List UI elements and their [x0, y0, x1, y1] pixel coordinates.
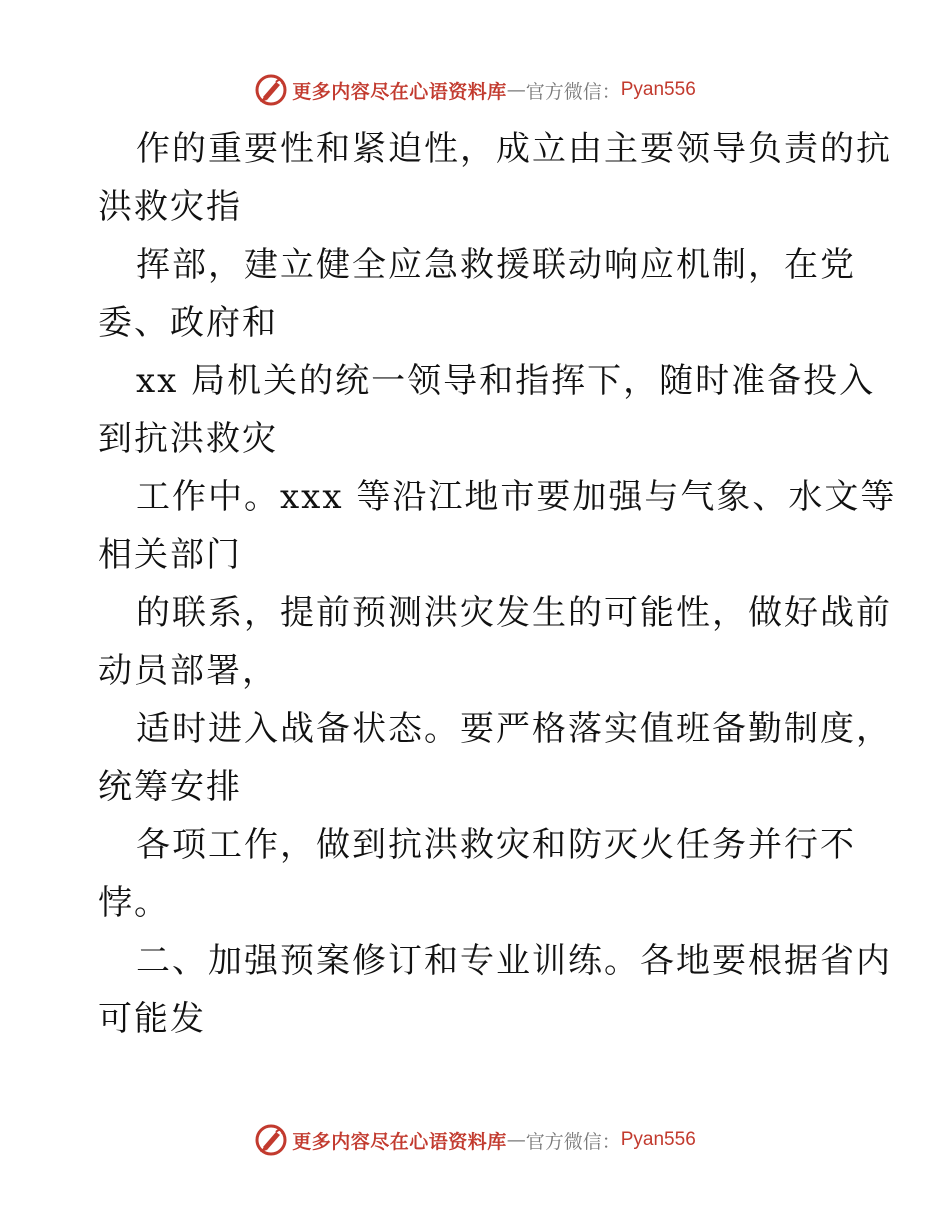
text-line-15: 二、加强预案修订和专业训练。各地要根据省内	[136, 941, 892, 981]
text-line-4: 委、政府和	[98, 303, 278, 343]
document-body	[98, 120, 897, 1048]
text-line-14: 悖。	[98, 883, 170, 923]
text-line-9: 的联系，提前预测洪灾发生的可能性，做好战前	[136, 593, 892, 633]
wechat-id: Pyan556	[620, 79, 696, 100]
text-line-7: 工作中。xxx 等沿江地市要加强与气象、水文等	[136, 477, 897, 517]
header-banner	[0, 70, 950, 110]
text-line-16: 可能发	[98, 999, 206, 1039]
text-line-8: 相关部门	[98, 535, 242, 575]
brand-separator: —	[506, 1129, 526, 1151]
text-line-3: 挥部，建立健全应急救援联动响应机制，在党	[136, 245, 856, 285]
text-line-6: 到抗洪救灾	[98, 419, 278, 459]
text-line-10: 动员部署，	[98, 651, 278, 691]
brand-text: 更多内容尽在心语资料库	[292, 1130, 507, 1153]
wechat-label: 官方微信：	[525, 80, 621, 103]
text-line-11: 适时进入战备状态。要严格落实值班备勤制度，	[136, 709, 892, 749]
wechat-id: Pyan556	[620, 1129, 696, 1150]
quill-pen-logo-icon	[254, 73, 288, 107]
brand-separator: —	[506, 79, 526, 101]
text-line-12: 统筹安排	[98, 767, 242, 807]
text-line-1: 作的重要性和紧迫性，成立由主要领导负责的抗	[136, 129, 892, 169]
text-line-5: xx 局机关的统一领导和指挥下，随时准备投入	[136, 361, 876, 401]
quill-pen-logo-icon	[254, 1123, 288, 1157]
text-line-2: 洪救灾指	[98, 187, 242, 227]
wechat-label: 官方微信：	[525, 1130, 621, 1153]
brand-text: 更多内容尽在心语资料库	[292, 80, 507, 103]
text-line-13: 各项工作，做到抗洪救灾和防灭火任务并行不	[136, 825, 856, 865]
footer-banner	[0, 1120, 950, 1160]
